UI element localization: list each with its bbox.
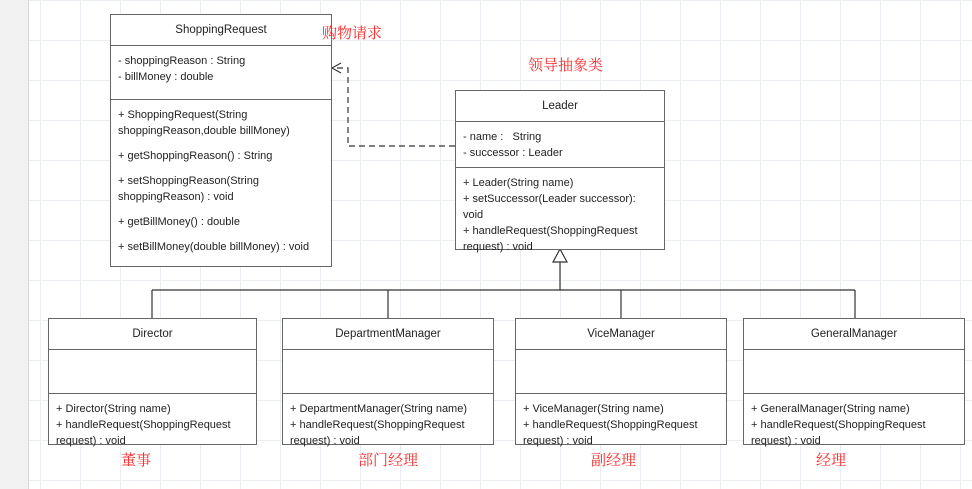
- annotation-vice-manager: 副经理: [591, 451, 637, 469]
- operation-row: + ViceManager(String name): [523, 403, 664, 415]
- operation-row: + handleRequest(ShoppingRequest request) : void: [290, 419, 465, 447]
- operation-row: + handleRequest(ShoppingRequest request) : void: [523, 419, 698, 447]
- annotation-leader: 领导抽象类: [528, 56, 604, 74]
- class-operations: [456, 168, 664, 263]
- class-title: ShoppingRequest: [111, 15, 331, 46]
- attribute-row: - billMoney : double: [118, 71, 214, 83]
- class-box-shopping-request[interactable]: [110, 14, 332, 267]
- operation-row: + handleRequest(ShoppingRequest request) : void: [751, 419, 926, 447]
- operation-row: + handleRequest(ShoppingRequest request) : void: [56, 419, 231, 447]
- class-title: DepartmentManager: [283, 319, 493, 350]
- class-attributes: [111, 46, 331, 100]
- class-operations: [49, 394, 256, 457]
- operation-row: + Leader(String name): [463, 177, 574, 189]
- attribute-row: - shoppingReason : String: [118, 55, 246, 67]
- class-box-director[interactable]: [48, 318, 257, 445]
- attribute-row: - successor : Leader: [463, 147, 563, 159]
- left-gutter: [0, 0, 29, 489]
- class-title: ViceManager: [516, 319, 726, 350]
- operation-row: + setBillMoney(double billMoney) : void: [118, 241, 310, 253]
- class-title: GeneralManager: [744, 319, 964, 350]
- annotation-shopping-request: 购物请求: [322, 24, 383, 42]
- class-attributes: [744, 350, 964, 394]
- class-box-leader[interactable]: [455, 90, 665, 253]
- class-attributes: [49, 350, 256, 394]
- class-title: Director: [49, 319, 256, 350]
- class-operations: [516, 394, 726, 457]
- operation-row: + getBillMoney() : double: [118, 216, 240, 228]
- operation-row: + GeneralManager(String name): [751, 403, 910, 415]
- operation-row: + getShoppingReason() : String: [118, 150, 273, 162]
- class-box-general-manager[interactable]: [743, 318, 965, 445]
- class-title: Leader: [456, 91, 664, 122]
- operation-row: + ShoppingRequest(String shoppingReason,double billMoney): [118, 109, 290, 137]
- class-box-vice-manager[interactable]: [515, 318, 727, 445]
- operation-row: + Director(String name): [56, 403, 171, 415]
- class-box-department-manager[interactable]: [282, 318, 494, 445]
- class-attributes: [516, 350, 726, 394]
- class-operations: [744, 394, 964, 457]
- operation-row: + DepartmentManager(String name): [290, 403, 467, 415]
- class-operations: [111, 100, 331, 263]
- class-attributes: [283, 350, 493, 394]
- class-operations: [283, 394, 493, 457]
- operation-row: + handleRequest(ShoppingRequest request) : void: [463, 225, 638, 253]
- operation-row: + setShoppingReason(String shoppingReason) : void: [118, 175, 259, 203]
- annotation-director: 董事: [121, 451, 152, 469]
- class-attributes: [456, 122, 664, 168]
- annotation-general-manager: 经理: [816, 451, 847, 469]
- annotation-department-manager: 部门经理: [358, 451, 419, 469]
- operation-row: + setSuccessor(Leader successor): void: [463, 193, 636, 221]
- attribute-row: - name : String: [463, 131, 542, 143]
